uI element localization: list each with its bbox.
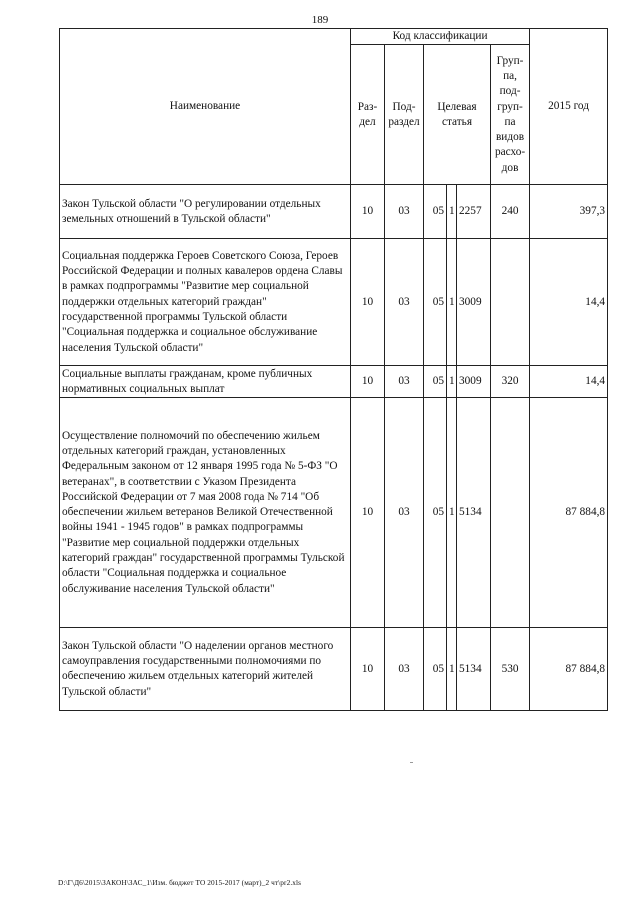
- file-path-footer: D:\Г\Д6\2015\ЗАКОН\ЗАС_1\Изм. бюджет ТО 2015-2017 (март)_2 чт\pr2.xls: [58, 878, 302, 887]
- row-target-program: 05: [424, 366, 447, 398]
- row-target-program: 05: [424, 185, 447, 239]
- row-section: 10: [351, 185, 385, 239]
- row-target-subprogram: 1: [447, 366, 457, 398]
- row-subsection: 03: [385, 628, 424, 711]
- row-name: Социальные выплаты гражданам, кроме публичных нормативных социальных выплат: [60, 366, 351, 398]
- row-expense-group: [491, 239, 530, 366]
- row-amount: 14,4: [530, 239, 608, 366]
- row-amount: 14,4: [530, 366, 608, 398]
- scan-speck: [410, 762, 413, 763]
- row-target-subprogram: 1: [447, 398, 457, 628]
- row-section: 10: [351, 239, 385, 366]
- row-name: Закон Тульской области "О регулировании отдельных земельных отношений в Тульской области": [60, 185, 351, 239]
- header-name: Наименование: [60, 29, 351, 185]
- row-amount: 87 884,8: [530, 628, 608, 711]
- row-section: 10: [351, 398, 385, 628]
- row-name: Социальная поддержка Героев Советского Союза, Героев Российской Федерации и полных кавалеров ордена Славы в рамках подпрограммы "Развитие мер социальной поддержки отдельных категорий граждан" государственной программы Тульской области "Социальная поддержка и социальное обслуживание населения Тульской области": [60, 239, 351, 366]
- table-row: [60, 239, 608, 366]
- header-target-item: Целевая статья: [424, 45, 491, 185]
- table-row: [60, 628, 608, 711]
- row-target-program: 05: [424, 239, 447, 366]
- row-target-direction: 5134: [457, 628, 491, 711]
- row-expense-group: [491, 398, 530, 628]
- row-subsection: 03: [385, 398, 424, 628]
- row-expense-group: 240: [491, 185, 530, 239]
- row-target-direction: 3009: [457, 239, 491, 366]
- header-year: 2015 год: [530, 29, 608, 185]
- header-classification-code: Код классификации: [351, 29, 530, 45]
- row-amount: 87 884,8: [530, 398, 608, 628]
- row-section: 10: [351, 628, 385, 711]
- budget-table: [59, 28, 608, 711]
- row-target-direction: 2257: [457, 185, 491, 239]
- row-expense-group: 530: [491, 628, 530, 711]
- table-row: [60, 398, 608, 628]
- row-target-program: 05: [424, 398, 447, 628]
- row-section: 10: [351, 366, 385, 398]
- row-subsection: 03: [385, 366, 424, 398]
- row-subsection: 03: [385, 239, 424, 366]
- header-subsection: Под- раздел: [385, 45, 424, 185]
- row-target-program: 05: [424, 628, 447, 711]
- table-row: [60, 185, 608, 239]
- header-section: Раз- дел: [351, 45, 385, 185]
- table-row: [60, 366, 608, 398]
- row-name: Осуществление полномочий по обеспечению жильем отдельных категорий граждан, установленных Федеральным законом от 12 января 1995 года № 5-ФЗ "О ветеранах", в соответствии с Указом Президента Российской Федерации от 7 мая 2008 года № 714 "Об обеспечении жильем ветеранов Великой Отечественной войны 1941 - 1945 годов" в рамках подпрограммы "Развитие мер социальной поддержки отдельных категорий граждан" государственной программы Тульской области "Социальная поддержка и социальное обслуживание населения Тульской области": [60, 398, 351, 628]
- row-subsection: 03: [385, 185, 424, 239]
- header-expense-groups: Груп- па, под- груп- па видов расхо- дов: [491, 45, 530, 185]
- row-name: Закон Тульской области "О наделении органов местного самоуправления государственными полномочиями по обеспечению жильем отдельных категорий жителей Тульской области": [60, 628, 351, 711]
- row-expense-group: 320: [491, 366, 530, 398]
- row-amount: 397,3: [530, 185, 608, 239]
- row-target-subprogram: 1: [447, 628, 457, 711]
- row-target-subprogram: 1: [447, 239, 457, 366]
- page-number: 189: [311, 14, 329, 26]
- row-target-direction: 5134: [457, 398, 491, 628]
- row-target-direction: 3009: [457, 366, 491, 398]
- row-target-subprogram: 1: [447, 185, 457, 239]
